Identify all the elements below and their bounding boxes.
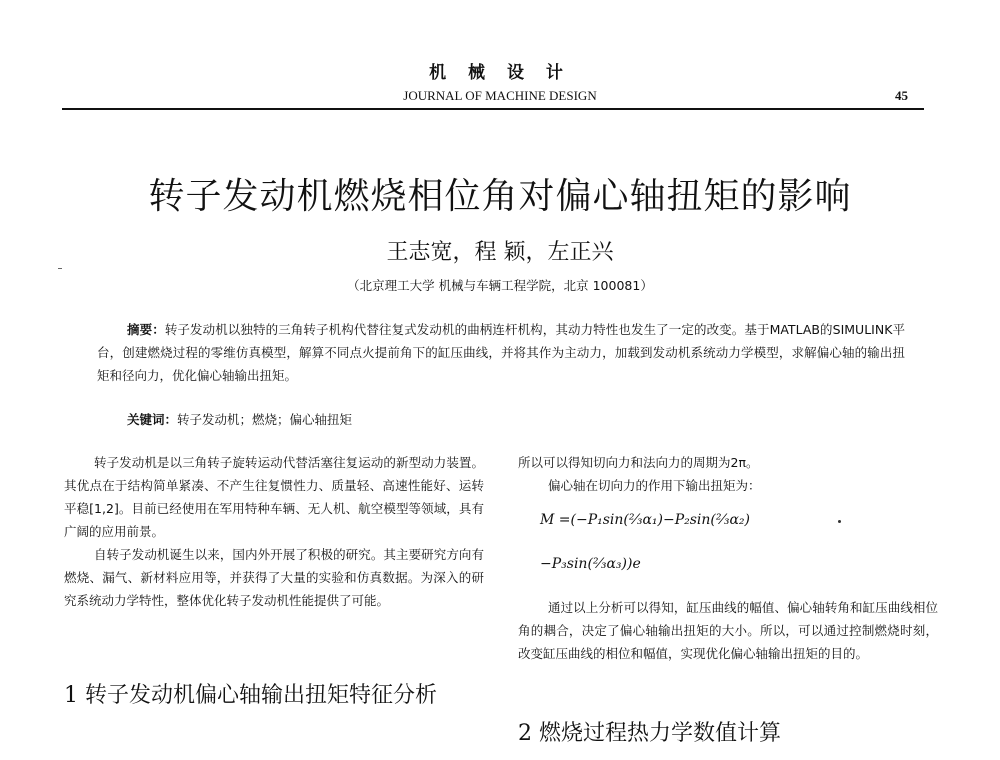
abstract-label: 摘要： [127,322,165,337]
scan-artifact [58,268,62,269]
paper-title: 转子发动机燃烧相位角对偏心轴扭矩的影响 [148,176,852,217]
keywords [127,410,905,428]
torque-formula-line-1: M =(−P₁sin(²⁄₃α₁)−P₂sin(²⁄₃α₂) [540,512,750,528]
scan-dot [838,520,841,523]
right-column-top [518,451,938,497]
left-paragraph-2: 自转子发动机诞生以来，国内外开展了积极的研究。其主要研究方向有燃烧、漏气、新材料应用等，并获得了大量的实验和仿真数据。为深入的研究系统动力学特性，整体优化转子发动机性能提供了可能。 [64,547,484,608]
keywords-label: 关键词： [127,412,178,427]
right-paragraph-3: 通过以上分析可以得知，缸压曲线的幅值、偏心轴转角和缸压曲线相位角的耦合，决定了偏心轴输出扭矩的大小。所以，可以通过控制燃烧时刻，改变缸压曲线的相位和幅值，实现优化偏心轴输出扭矩的目的。 [518,600,938,661]
torque-formula-line-2: −P₃sin(²⁄₃α₃))e [540,556,641,572]
authors: 王志宽，程 颖，左正兴 [386,240,614,265]
right-line-2: 偏心轴在切向力的作用下输出扭矩为： [548,478,761,493]
keywords-text: 转子发动机；燃烧；偏心轴扭矩 [177,412,353,427]
abstract [97,318,905,387]
abstract-text: 转子发动机以独特的三角转子机构代替往复式发动机的曲柄连杆机构，其动力特性也发生了一定的改变。基于MATLAB的SIMULINK平台，创建燃烧过程的零维仿真模型，解算不同点火提前角下的缸压曲线，并将其作为主动力，加载到发动机系统动力学模型，求解偏心轴的输出扭矩和径向力，优化偏心轴输出扭矩。 [97,322,905,383]
journal-title-cn: 机 械 设 计 [429,63,571,83]
journal-title-en: JOURNAL OF MACHINE DESIGN [403,88,597,103]
page-number: 45 [895,88,908,103]
section-2-heading: 2 燃烧过程热力学数值计算 [518,721,781,746]
header-rule [62,108,924,110]
affiliation: （北京理工大学 机械与车辆工程学院，北京 100081） [347,278,653,293]
right-column-bottom [518,596,938,665]
right-line-1: 所以可以得知切向力和法向力的周期为2π。 [518,455,759,470]
section-1-heading: 1 转子发动机偏心轴输出扭矩特征分析 [64,683,437,708]
left-column [64,451,484,612]
left-paragraph-1: 转子发动机是以三角转子旋转运动代替活塞往复运动的新型动力装置。其优点在于结构简单紧凑、不产生往复惯性力、质量轻、高速性能好、运转平稳[1,2]。目前已经使用在军用特种车辆、无人机、航空模型等领域，具有广阔的应用前景。 [64,455,484,539]
